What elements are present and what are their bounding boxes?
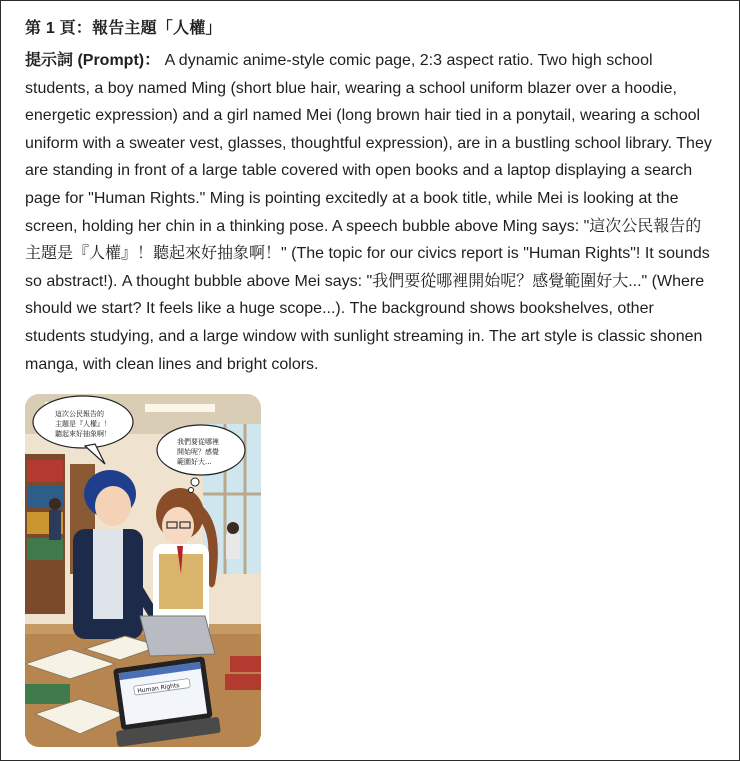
prompt-paragraph: [25, 47, 717, 378]
thought-bubble-line-1: 我們要從哪裡: [177, 438, 219, 446]
speech-bubble-line-3: 聽起來好抽象啊！: [55, 430, 111, 438]
laptop-search-text: Human Rights: [136, 681, 180, 695]
speech-bubble-line-1: 這次公民報告的: [55, 410, 104, 418]
thought-bubble-line-3: 範圍好大...: [177, 458, 212, 466]
speech-bubble-line-2: 主題是『人權』！: [55, 420, 111, 428]
page-heading: 第 1 頁：報告主題「人權」: [25, 20, 222, 37]
comic-illustration: [25, 394, 261, 747]
prompt-text: A dynamic anime-style comic page, 2:3 aspect ratio. Two high school students, a boy named Ming (short blue hair, wearing a school uniform blazer over a hoodie, energetic expression) and a girl named Mei (long brown hair tied in a ponytail, wearing a school uniform with a sweater vest, glasses, thoughtful expression), are in a bustling school library. They are standing in front of a large table covered with open books and a laptop displaying a search page for "Human Rights." Ming is pointing excitedly at a book title, while Mei is looking at the screen, holding her chin in a thinking pose. A speech bubble above Ming says: "這次公民報告的主題是『人權』！聽起來好抽象啊！" (The topic for our civics report is "Human Rights"! It sounds so abstract!). A thought bubble above Mei says: "我們要從哪裡開始呢？感覺範圍好大..." (Where should we start? It feels like a huge scope...). The background shows bookshelves, other students studying, and a large window with sunlight streaming in. The art style is classic shonen manga, with clean lines and bright colors.: [25, 52, 712, 373]
prompt-label: 提示詞 (Prompt)：: [25, 52, 161, 69]
thought-bubble-line-2: 開始呢？感覺: [177, 448, 219, 456]
generated-comic-image[interactable]: [25, 394, 261, 747]
